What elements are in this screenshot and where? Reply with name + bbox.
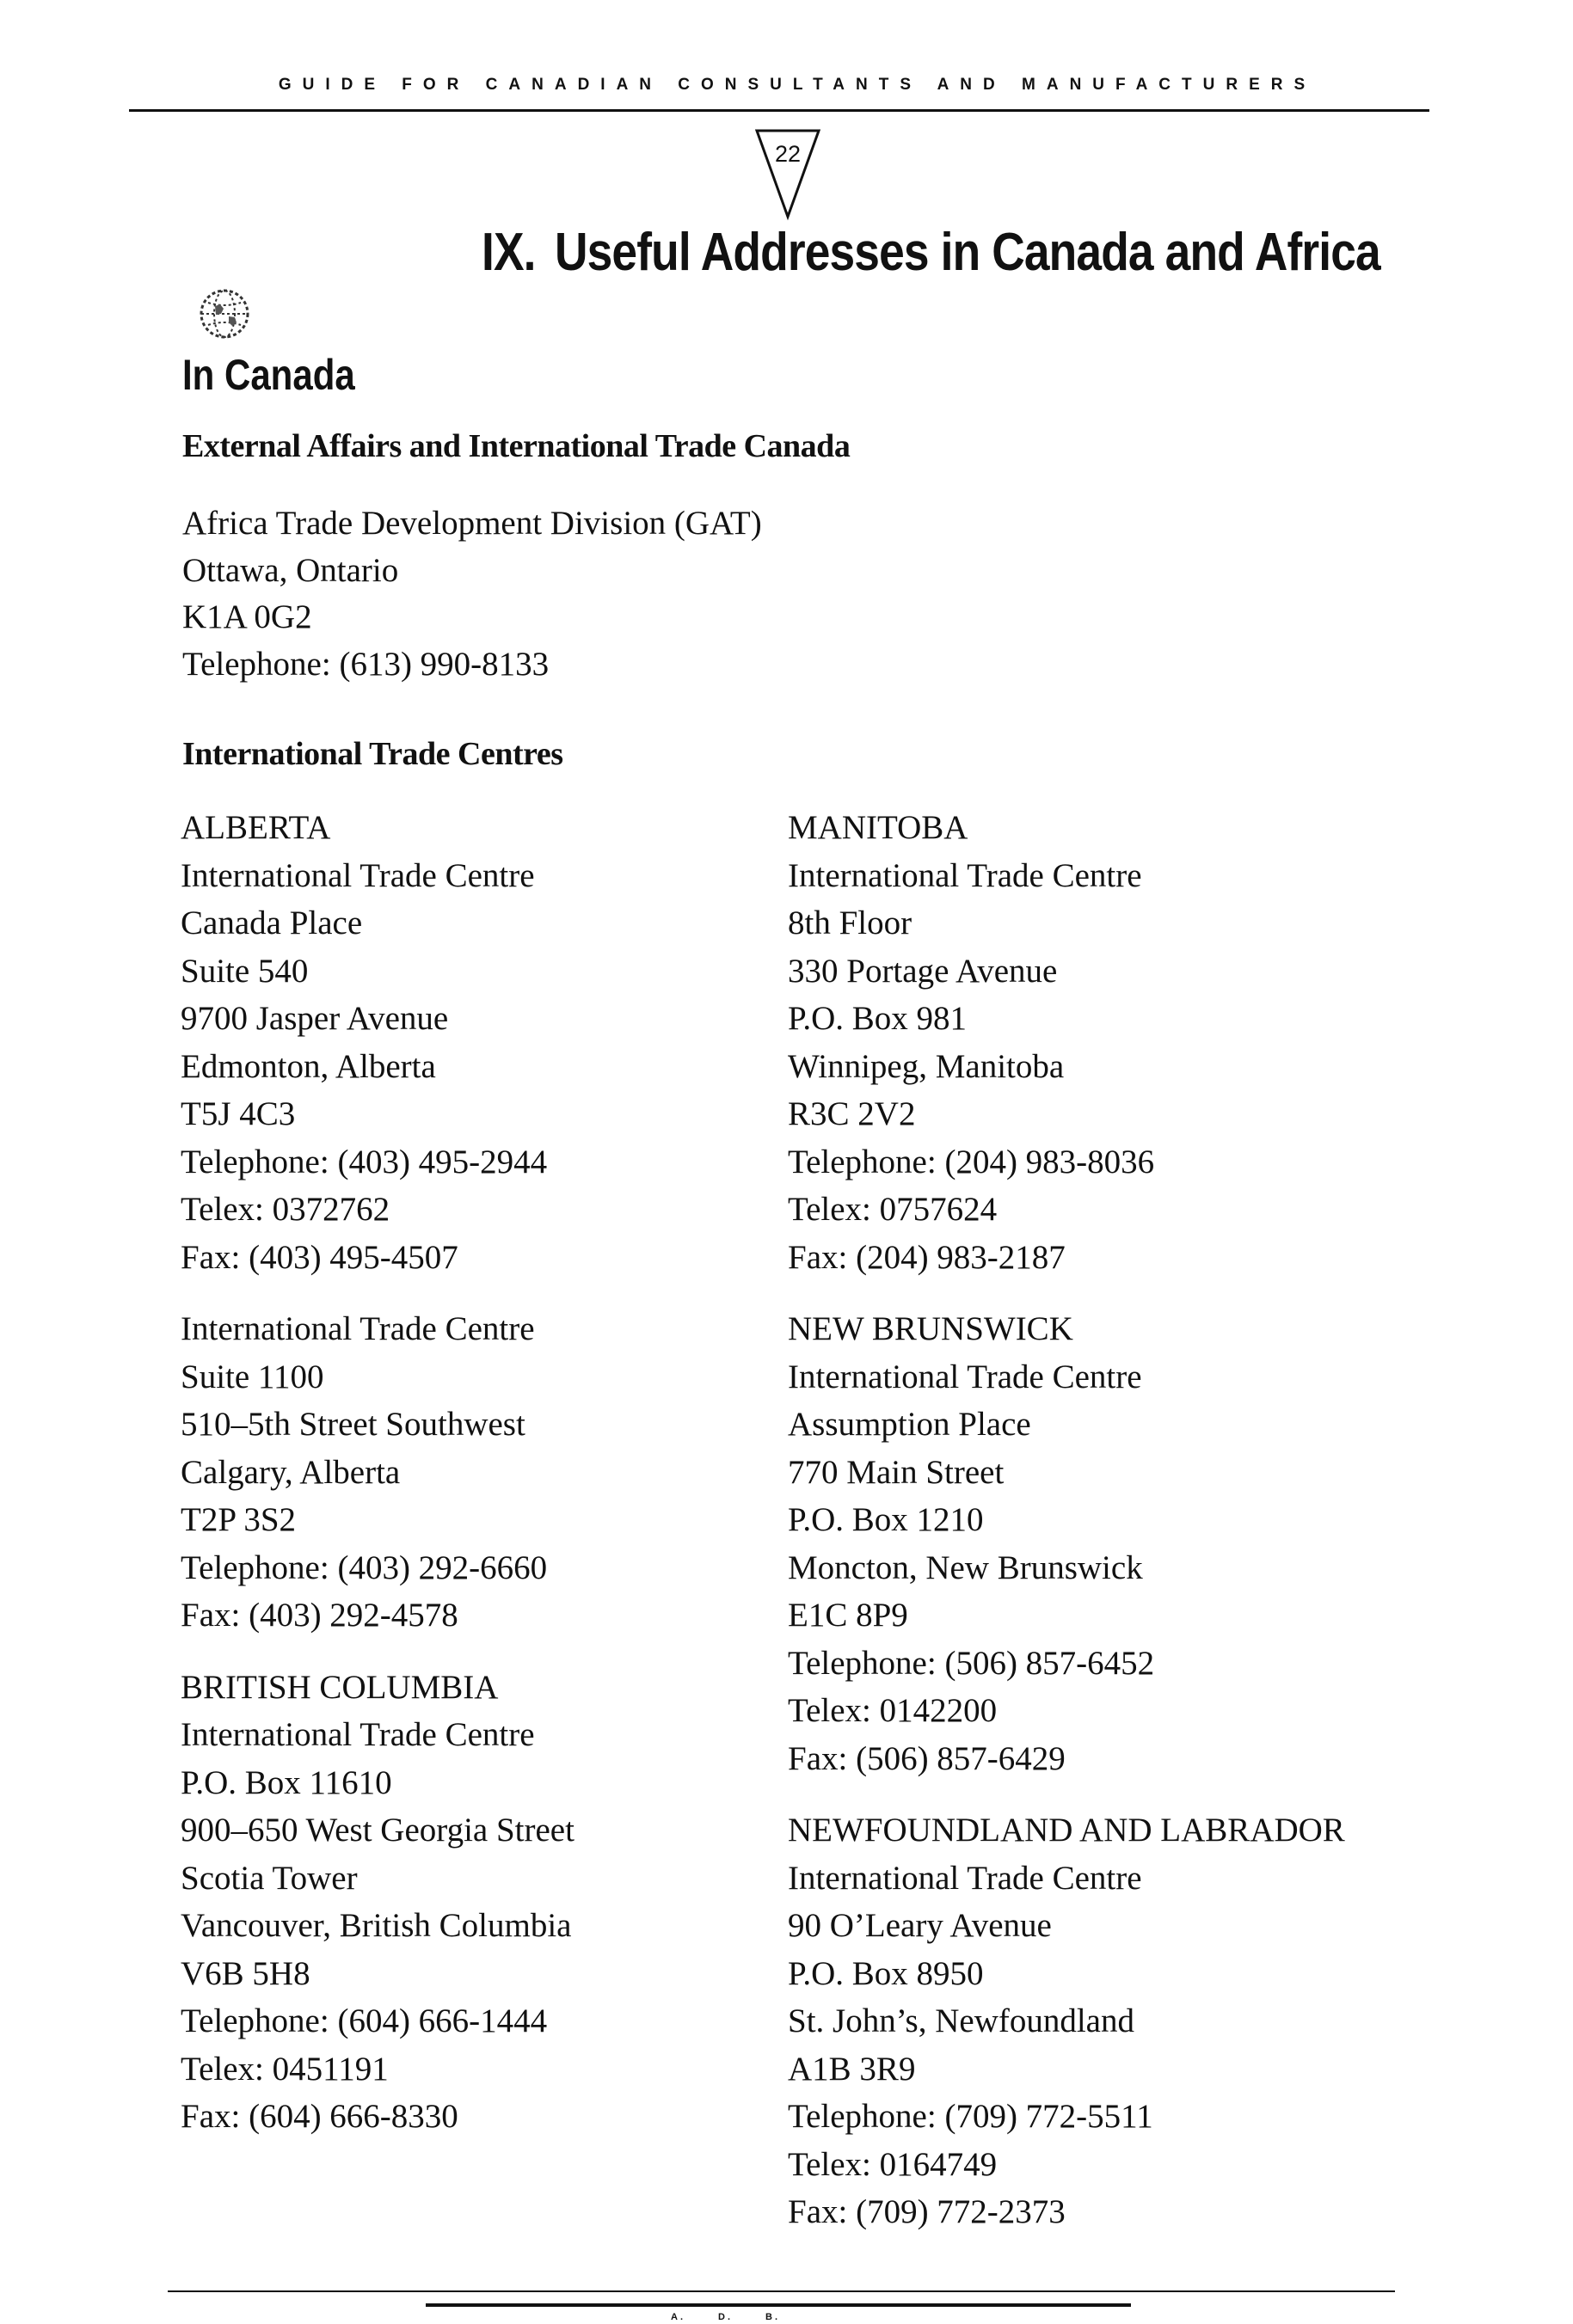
address-line: 770 Main Street: [788, 1453, 1005, 1491]
address-line: Telex: 0451191: [181, 2050, 389, 2088]
address-line: Fax: (204) 983-2187: [788, 1238, 1066, 1276]
chapter-title-text: Useful Addresses in Canada and Africa: [554, 223, 1380, 282]
address-line: Telephone: (613) 990-8133: [182, 646, 550, 684]
address-line: T2P 3S2: [181, 1501, 297, 1538]
address-line: BRITISH COLUMBIA: [181, 1668, 499, 1706]
address-line: NEW BRUNSWICK: [788, 1310, 1073, 1347]
entry-spacer: [788, 1782, 1345, 1806]
address-line: Winnipeg, Manitoba: [788, 1047, 1065, 1085]
address-line: Edmonton, Alberta: [181, 1047, 436, 1085]
address-line: A1B 3R9: [788, 2050, 916, 2088]
gat-address: [182, 500, 762, 689]
address-entry: [181, 804, 575, 1281]
address-line: International Trade Centre: [181, 1310, 535, 1347]
chapter-title: [482, 222, 1380, 283]
address-line: Telex: 0757624: [788, 1191, 998, 1228]
address-line: Moncton, New Brunswick: [788, 1548, 1143, 1586]
left-address-column: [181, 804, 575, 2141]
footer-letter: D.: [718, 2312, 733, 2322]
address-line: Vancouver, British Columbia: [181, 1907, 572, 1944]
page-number-marker: [753, 127, 839, 222]
address-line: P.O. Box 981: [788, 1000, 968, 1037]
address-line: Telephone: (403) 292-6660: [181, 1548, 548, 1586]
address-line: Telex: 0372762: [181, 1191, 390, 1228]
address-line: Fax: (403) 495-4507: [181, 1238, 458, 1276]
org-heading: External Affairs and International Trade Canada: [182, 428, 851, 464]
address-line: ALBERTA: [181, 809, 331, 846]
running-head: GUIDE FOR CANADIAN CONSULTANTS AND MANUFACTURERS: [278, 76, 1317, 94]
centres-heading: International Trade Centres: [182, 736, 563, 772]
address-line: Africa Trade Development Division (GAT): [182, 505, 762, 542]
address-line: P.O. Box 11610: [181, 1763, 392, 1801]
footer-initials: [671, 2312, 894, 2324]
address-line: E1C 8P9: [788, 1597, 908, 1634]
address-entry: [181, 1664, 575, 2141]
globe-icon: [196, 285, 253, 342]
address-line: Scotia Tower: [181, 1859, 358, 1897]
address-line: 900–650 West Georgia Street: [181, 1812, 575, 1849]
address-line: 8th Floor: [788, 904, 912, 941]
address-line: International Trade Centre: [788, 856, 1142, 894]
address-line: K1A 0G2: [182, 598, 312, 636]
address-line: P.O. Box 1210: [788, 1501, 984, 1538]
address-line: 510–5th Street Southwest: [181, 1406, 525, 1443]
address-line: International Trade Centre: [181, 1716, 535, 1753]
address-line: International Trade Centre: [788, 1358, 1142, 1395]
address-line: Telephone: (403) 495-2944: [181, 1143, 548, 1180]
address-line: Telephone: (204) 983-8036: [788, 1143, 1155, 1180]
address-line: 9700 Jasper Avenue: [181, 1000, 449, 1037]
address-line: International Trade Centre: [181, 856, 535, 894]
address-line: P.O. Box 8950: [788, 1954, 984, 1992]
address-line: Telephone: (709) 772-5511: [788, 2098, 1153, 2135]
address-line: Telephone: (506) 857-6452: [788, 1644, 1155, 1682]
address-line: Telex: 0142200: [788, 1692, 998, 1729]
address-line: R3C 2V2: [788, 1095, 916, 1132]
address-line: St. John’s, Newfoundland: [788, 2002, 1134, 2039]
header-rule: [129, 109, 1429, 112]
address-line: Telex: 0164749: [788, 2145, 998, 2183]
footer-letter: A.: [671, 2312, 685, 2322]
address-line: Fax: (506) 857-6429: [788, 1739, 1066, 1777]
right-address-column: [788, 804, 1345, 2236]
address-line: NEWFOUNDLAND AND LABRADOR: [788, 1812, 1345, 1849]
address-line: Assumption Place: [788, 1406, 1031, 1443]
address-entry: [788, 804, 1345, 1281]
footer-rule-thick: [426, 2303, 1131, 2307]
address-line: 330 Portage Avenue: [788, 952, 1058, 990]
chapter-number: IX.: [482, 223, 536, 282]
address-entry: [181, 1305, 575, 1640]
address-line: Canada Place: [181, 904, 363, 941]
section-title: In Canada: [182, 351, 355, 399]
footer-letter: B.: [765, 2312, 780, 2322]
address-entry: [788, 1305, 1345, 1782]
address-line: Fax: (604) 666-8330: [181, 2098, 458, 2135]
address-line: MANITOBA: [788, 809, 968, 846]
address-line: T5J 4C3: [181, 1095, 296, 1132]
address-entry: [788, 1806, 1345, 2236]
footer-rule: [168, 2290, 1395, 2292]
address-line: Suite 540: [181, 952, 309, 990]
address-line: Calgary, Alberta: [181, 1453, 401, 1491]
address-line: V6B 5H8: [181, 1954, 310, 1992]
entry-spacer: [181, 1640, 575, 1664]
address-line: Ottawa, Ontario: [182, 551, 399, 589]
entry-spacer: [788, 1281, 1345, 1305]
address-line: Suite 1100: [181, 1358, 324, 1395]
address-line: Fax: (403) 292-4578: [181, 1597, 458, 1634]
address-line: Fax: (709) 772-2373: [788, 2193, 1066, 2230]
address-line: 90 O’Leary Avenue: [788, 1907, 1052, 1944]
page-number: 22: [774, 141, 802, 167]
address-line: International Trade Centre: [788, 1859, 1142, 1897]
address-line: Telephone: (604) 666-1444: [181, 2002, 548, 2039]
entry-spacer: [181, 1281, 575, 1305]
